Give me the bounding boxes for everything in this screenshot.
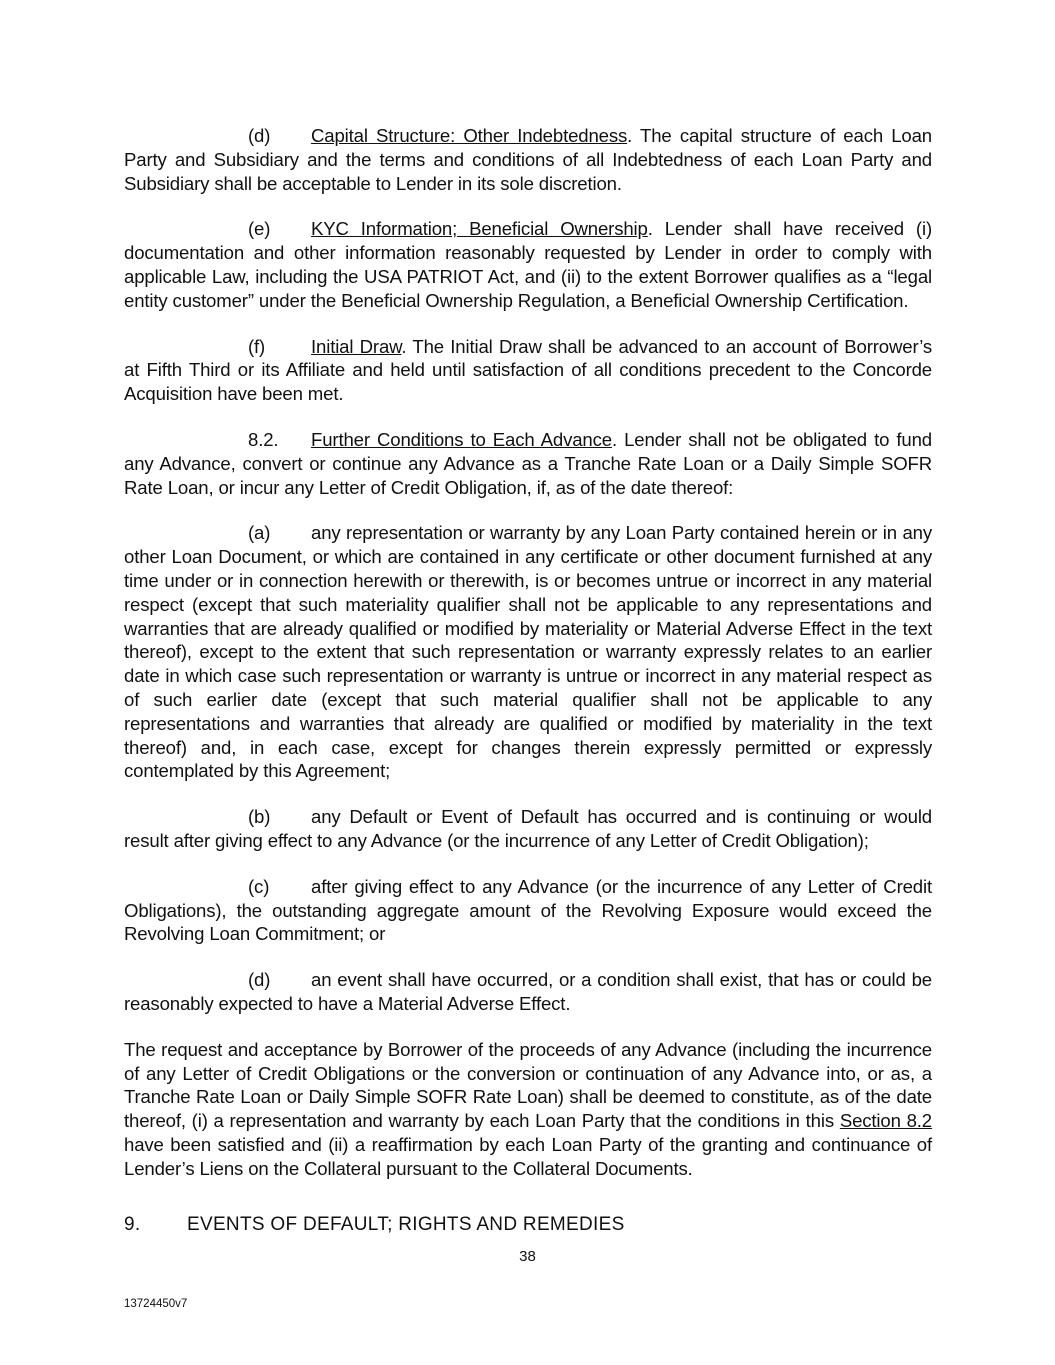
paragraph-text: The Initial Draw shall be advanced to an account of Borrower’s at Fifth Third or its Affiliate and held until satisfaction of all conditions precedent to the Concorde Acquisition have been met.	[124, 335, 932, 405]
closing-text-after: have been satisfied and (ii) a reaffirmation by each Loan Party of the granting and continuance of Lender’s Liens on the Collateral pursuant to the Collateral Documents.	[124, 1133, 932, 1179]
paragraph-text: Lender shall have received (i) documentation and other information reasonably requested by Lender in order to comply with applicable Law, including the USA PATRIOT Act, and (ii) to the extent Borrower qualifies as a “legal entity customer” under the Beneficial Ownership Regulation, a Beneficial Ownership Certification.	[124, 218, 932, 311]
condition-c-revolving-exposure	[124, 875, 932, 946]
paragraph-text: any representation or warranty by any Loan Party contained herein or in any other Loan Document, or which are contained in any certificate or other document furnished at any time under or in connection herewith or therewith, is or becomes untrue or incorrect in any material respect (except that such materiality qualifier shall not be applicable to any representations and warranties that are already qualified or modified by materiality or Material Adverse Effect in the text thereof), except to the extent that such representation or warranty expressly relates to an earlier date in which case such representation or warranty is untrue or incorrect in any material respect as of such earlier date (except that such material qualifier shall not be applicable to any representations and warranties that already are qualified or modified by materiality in the text thereof) and, in each case, except for changes therein expressly permitted or expressly contemplated by this Agreement;	[124, 522, 932, 782]
title-punctuation: .	[627, 125, 641, 146]
paragraph-text: after giving effect to any Advance (or the incurrence of any Letter of Credit Obligations), the outstanding aggregate amount of the Revolving Exposure would exceed the Revolving Loan Commitment; or	[124, 875, 932, 945]
paragraph-title: Initial Draw	[311, 335, 402, 357]
document-id: 13724450v7	[124, 1298, 188, 1310]
paragraph-title: Capital Structure: Other Indebtedness	[311, 125, 628, 146]
section-8-2-further-conditions	[124, 428, 932, 499]
section-number: 8.2.	[248, 428, 279, 450]
title-punctuation: .	[401, 335, 413, 357]
closing-paragraph	[124, 1038, 932, 1181]
paragraph-text: The capital structure of each Loan Party and Subsidiary and the terms and conditions of all Indebtedness of each Loan Party and Subsidiary shall be acceptable to Lender in its sole discretion.	[124, 125, 932, 194]
paragraph-text: any Default or Event of Default has occurred and is continuing or would result after giving effect to any Advance (or the incurrence of any Letter of Credit Obligation);	[124, 806, 932, 851]
paragraph-label: (d)	[248, 125, 271, 146]
paragraph-text: Lender shall not be obligated to fund any Advance, convert or continue any Advance as a Tranche Rate Loan or a Daily Simple SOFR Rate Loan, or incur any Letter of Credit Obligation, if, as of the date thereof:	[124, 428, 932, 498]
section-heading-title: EVENTS OF DEFAULT; RIGHTS AND REMEDIES	[187, 1214, 625, 1235]
section-cross-reference: Section 8.2	[839, 1110, 932, 1132]
section-9-heading	[124, 1214, 625, 1236]
paragraph-text: an event shall have occurred, or a condition shall exist, that has or could be reasonably expected to have a Material Adverse Effect.	[124, 969, 932, 1014]
paragraph-label: (b)	[248, 806, 271, 828]
paragraph-initial-draw	[124, 335, 932, 406]
paragraph-label: (c)	[248, 875, 270, 897]
paragraph-title: KYC Information; Beneficial Ownership	[311, 218, 648, 240]
condition-d-material-adverse-effect	[124, 968, 932, 1016]
paragraph-label: (d)	[248, 969, 271, 991]
paragraph-label: (a)	[248, 522, 271, 544]
paragraph-label: (e)	[248, 218, 271, 240]
section-heading-number: 9.	[124, 1214, 141, 1235]
paragraph-capital-structure	[124, 124, 932, 195]
condition-b-default	[124, 805, 932, 853]
paragraph-kyc-information	[124, 217, 932, 312]
section-title: Further Conditions to Each Advance	[311, 428, 612, 450]
title-punctuation: .	[647, 218, 665, 240]
document-body	[124, 124, 932, 1202]
condition-a-representations	[124, 521, 932, 783]
page-number: 38	[519, 1248, 536, 1265]
title-punctuation: .	[611, 428, 625, 450]
closing-text-before: The request and acceptance by Borrower of the proceeds of any Advance (including the incurrence of any Letter of Credit Obligations or the conversion or continuation of any Advance into, or as, a Tranche Rate Loan or Daily Simple SOFR Rate Loan) shall be deemed to constitute, as of the date thereof, (i) a representation and warranty by each Loan Party that the conditions in this	[124, 1038, 932, 1132]
paragraph-label: (f)	[248, 335, 266, 357]
